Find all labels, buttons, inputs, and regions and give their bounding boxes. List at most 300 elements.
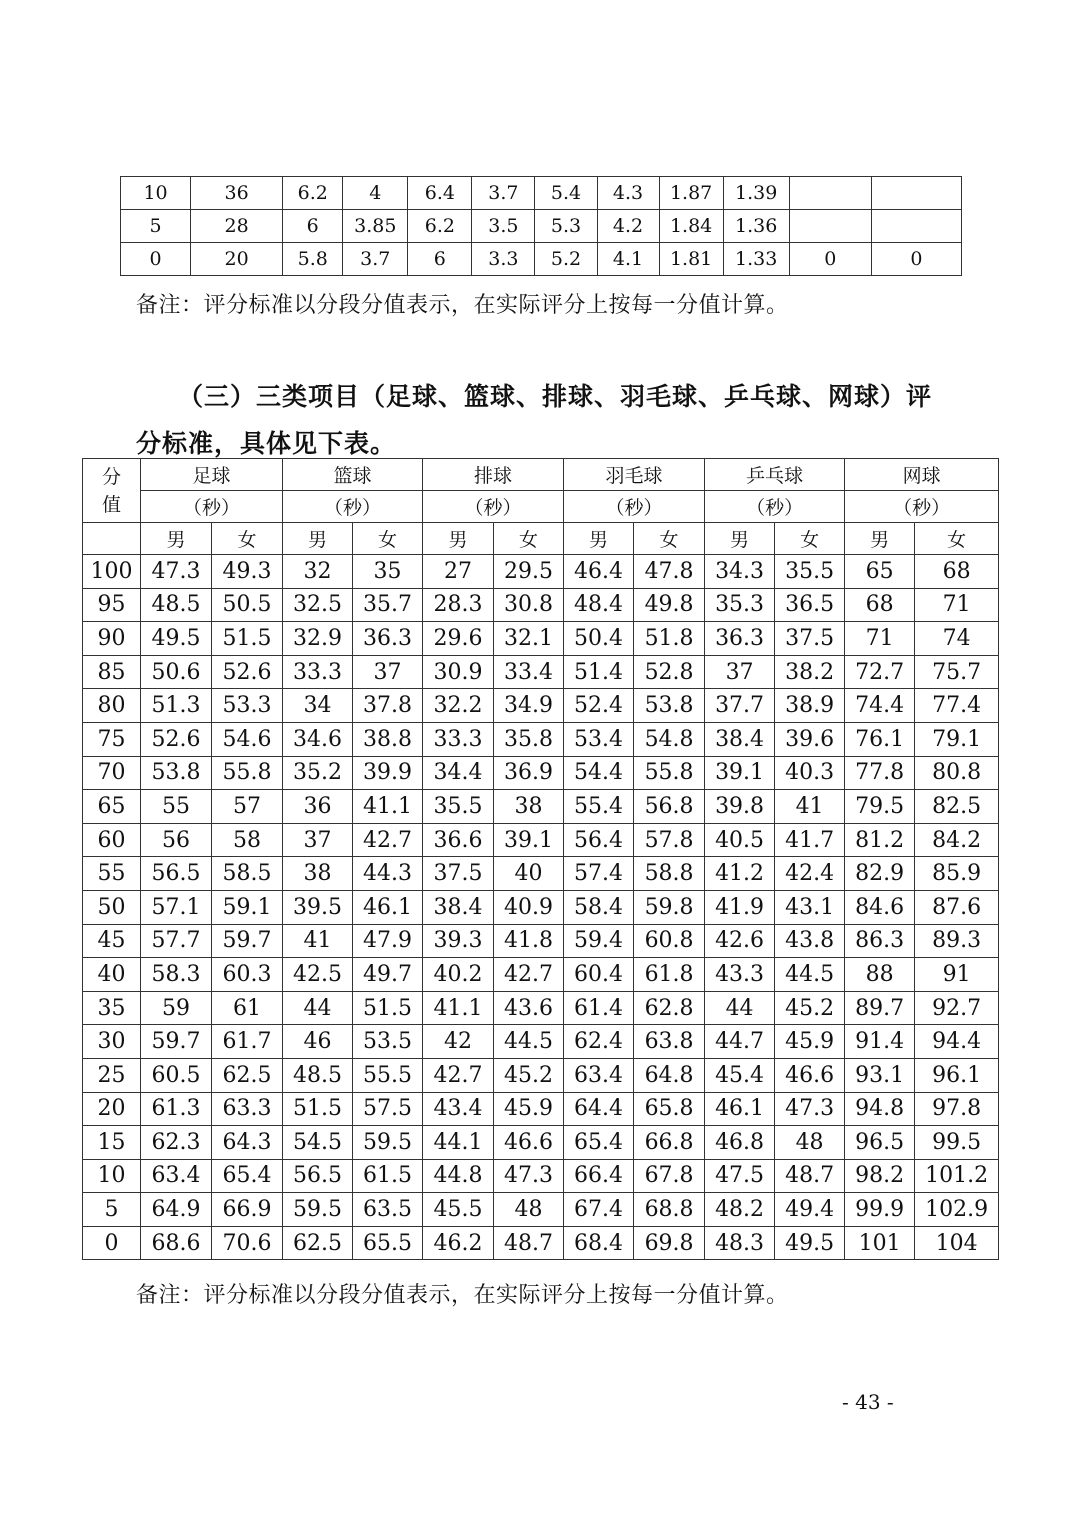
time-cell: 51.5 — [353, 991, 423, 1025]
time-cell: 42.4 — [775, 857, 845, 891]
time-cell: 59.8 — [634, 890, 705, 924]
time-cell: 84.6 — [845, 890, 915, 924]
time-cell: 44 — [283, 991, 353, 1025]
time-cell: 32.2 — [423, 689, 494, 723]
score-cell: 15 — [83, 1126, 141, 1160]
score-cell: 0 — [83, 1226, 141, 1260]
unit-header: （秒） — [141, 491, 283, 523]
time-cell: 48.7 — [494, 1226, 564, 1260]
time-cell: 92.7 — [915, 991, 999, 1025]
time-cell: 35.5 — [423, 790, 494, 824]
time-cell: 34.4 — [423, 756, 494, 790]
male-header: 男 — [283, 523, 353, 555]
time-cell: 53.4 — [564, 722, 634, 756]
continued-score-table — [120, 176, 962, 276]
table-row — [83, 790, 999, 824]
time-cell: 49.7 — [353, 958, 423, 992]
time-cell: 52.6 — [212, 655, 283, 689]
time-cell: 75.7 — [915, 655, 999, 689]
table-cell: 20 — [191, 243, 283, 276]
table-row — [83, 1193, 999, 1227]
time-cell: 47.3 — [494, 1159, 564, 1193]
time-cell: 42 — [423, 1025, 494, 1059]
sport-header: 篮球 — [283, 459, 423, 491]
time-cell: 59.7 — [212, 924, 283, 958]
time-cell: 48 — [494, 1193, 564, 1227]
table-cell: 6.4 — [408, 177, 472, 210]
time-cell: 57.7 — [141, 924, 212, 958]
male-header: 男 — [705, 523, 775, 555]
time-cell: 81.2 — [845, 823, 915, 857]
score-cell: 5 — [83, 1193, 141, 1227]
time-cell: 42.7 — [423, 1058, 494, 1092]
time-cell: 63.8 — [634, 1025, 705, 1059]
table-row — [83, 924, 999, 958]
time-cell: 45.2 — [494, 1058, 564, 1092]
table-row — [83, 689, 999, 723]
male-header: 男 — [423, 523, 494, 555]
time-cell: 80.8 — [915, 756, 999, 790]
time-cell: 34.9 — [494, 689, 564, 723]
time-cell: 53.8 — [141, 756, 212, 790]
time-cell: 38 — [494, 790, 564, 824]
time-cell: 55.8 — [212, 756, 283, 790]
table-cell — [871, 177, 961, 210]
score-cell: 95 — [83, 588, 141, 622]
time-cell: 49.8 — [634, 588, 705, 622]
time-cell: 96.1 — [915, 1058, 999, 1092]
female-header: 女 — [494, 523, 564, 555]
time-cell: 37.8 — [353, 689, 423, 723]
table-row — [83, 555, 999, 589]
female-header: 女 — [634, 523, 705, 555]
time-cell: 50.4 — [564, 622, 634, 656]
time-cell: 86.3 — [845, 924, 915, 958]
time-cell: 35.8 — [494, 722, 564, 756]
table-note: 备注：评分标准以分段分值表示，在实际评分上按每一分值计算。 — [136, 293, 789, 318]
time-cell: 62.8 — [634, 991, 705, 1025]
time-cell: 44.3 — [353, 857, 423, 891]
time-cell: 44.7 — [705, 1025, 775, 1059]
table-cell: 4 — [343, 177, 408, 210]
time-cell: 66.8 — [634, 1126, 705, 1160]
score-column-header-spacer — [83, 523, 141, 555]
time-cell: 61.3 — [141, 1092, 212, 1126]
time-cell: 36.5 — [775, 588, 845, 622]
time-cell: 36 — [283, 790, 353, 824]
time-cell: 41 — [775, 790, 845, 824]
table-row — [83, 655, 999, 689]
time-cell: 41.9 — [705, 890, 775, 924]
time-cell: 96.5 — [845, 1126, 915, 1160]
score-cell: 20 — [83, 1092, 141, 1126]
score-cell: 70 — [83, 756, 141, 790]
time-cell: 63.4 — [141, 1159, 212, 1193]
time-cell: 47.3 — [141, 555, 212, 589]
time-cell: 64.3 — [212, 1126, 283, 1160]
time-cell: 37.7 — [705, 689, 775, 723]
time-cell: 41.8 — [494, 924, 564, 958]
table-cell: 1.87 — [659, 177, 723, 210]
table-cell: 6 — [408, 243, 472, 276]
time-cell: 63.3 — [212, 1092, 283, 1126]
time-cell: 37.5 — [423, 857, 494, 891]
unit-header: （秒） — [564, 491, 705, 523]
time-cell: 48.2 — [705, 1193, 775, 1227]
time-cell: 79.1 — [915, 722, 999, 756]
table-cell — [871, 210, 961, 243]
male-header: 男 — [564, 523, 634, 555]
time-cell: 61.4 — [564, 991, 634, 1025]
time-cell: 38.8 — [353, 722, 423, 756]
time-cell: 38.4 — [423, 890, 494, 924]
time-cell: 37 — [353, 655, 423, 689]
time-cell: 82.5 — [915, 790, 999, 824]
time-cell: 36.9 — [494, 756, 564, 790]
score-column-header-text: 分 值 — [101, 465, 121, 516]
time-cell: 38.9 — [775, 689, 845, 723]
time-cell: 39.5 — [283, 890, 353, 924]
time-cell: 60.3 — [212, 958, 283, 992]
time-cell: 55.4 — [564, 790, 634, 824]
time-cell: 41.7 — [775, 823, 845, 857]
table-cell: 6.2 — [408, 210, 472, 243]
time-cell: 74.4 — [845, 689, 915, 723]
time-cell: 58.4 — [564, 890, 634, 924]
table-row — [83, 857, 999, 891]
time-cell: 39.3 — [423, 924, 494, 958]
table-cell: 0 — [789, 243, 871, 276]
time-cell: 40 — [494, 857, 564, 891]
table-row — [83, 1159, 999, 1193]
time-cell: 39.6 — [775, 722, 845, 756]
time-cell: 72.7 — [845, 655, 915, 689]
time-cell: 45.9 — [775, 1025, 845, 1059]
table-cell: 5.2 — [535, 243, 597, 276]
time-cell: 48 — [775, 1126, 845, 1160]
time-cell: 43.1 — [775, 890, 845, 924]
time-cell: 62.5 — [283, 1226, 353, 1260]
time-cell: 44 — [705, 991, 775, 1025]
score-cell: 30 — [83, 1025, 141, 1059]
table-cell: 4.2 — [597, 210, 659, 243]
table-cell: 1.84 — [659, 210, 723, 243]
table-cell — [789, 210, 871, 243]
table-cell: 0 — [871, 243, 961, 276]
table-row — [83, 823, 999, 857]
sport-header: 排球 — [423, 459, 564, 491]
time-cell: 49.4 — [775, 1193, 845, 1227]
time-cell: 65.4 — [212, 1159, 283, 1193]
time-cell: 53.3 — [212, 689, 283, 723]
continued-score-table-body — [121, 177, 962, 276]
time-cell: 59.5 — [283, 1193, 353, 1227]
unit-header: （秒） — [283, 491, 423, 523]
time-cell: 84.2 — [915, 823, 999, 857]
time-cell: 61 — [212, 991, 283, 1025]
time-cell: 52.8 — [634, 655, 705, 689]
time-cell: 55 — [141, 790, 212, 824]
time-cell: 99.9 — [845, 1193, 915, 1227]
time-cell: 89.3 — [915, 924, 999, 958]
time-cell: 41.2 — [705, 857, 775, 891]
time-cell: 62.3 — [141, 1126, 212, 1160]
table-cell: 6 — [283, 210, 343, 243]
time-cell: 79.5 — [845, 790, 915, 824]
time-cell: 61.7 — [212, 1025, 283, 1059]
time-cell: 48.4 — [564, 588, 634, 622]
table-cell: 28 — [191, 210, 283, 243]
time-cell: 45.5 — [423, 1193, 494, 1227]
time-cell: 57.4 — [564, 857, 634, 891]
time-cell: 28.3 — [423, 588, 494, 622]
time-cell: 94.4 — [915, 1025, 999, 1059]
time-cell: 64.8 — [634, 1058, 705, 1092]
time-cell: 62.4 — [564, 1025, 634, 1059]
time-cell: 34 — [283, 689, 353, 723]
table-row — [83, 958, 999, 992]
time-cell: 71 — [845, 622, 915, 656]
time-cell: 47.5 — [705, 1159, 775, 1193]
score-cell: 55 — [83, 857, 141, 891]
time-cell: 85.9 — [915, 857, 999, 891]
time-cell: 91 — [915, 958, 999, 992]
time-cell: 44.5 — [494, 1025, 564, 1059]
unit-header: （秒） — [845, 491, 999, 523]
table-cell: 6.2 — [283, 177, 343, 210]
time-cell: 68.8 — [634, 1193, 705, 1227]
time-cell: 33.4 — [494, 655, 564, 689]
time-cell: 76.1 — [845, 722, 915, 756]
time-cell: 88 — [845, 958, 915, 992]
time-cell: 38.2 — [775, 655, 845, 689]
time-cell: 94.8 — [845, 1092, 915, 1126]
male-header: 男 — [845, 523, 915, 555]
time-cell: 57.8 — [634, 823, 705, 857]
score-cell: 100 — [83, 555, 141, 589]
score-cell: 80 — [83, 689, 141, 723]
table-row — [83, 756, 999, 790]
time-cell: 41 — [283, 924, 353, 958]
time-cell: 35.2 — [283, 756, 353, 790]
time-cell: 58.3 — [141, 958, 212, 992]
table-cell: 4.1 — [597, 243, 659, 276]
time-cell: 101.2 — [915, 1159, 999, 1193]
time-cell: 51.3 — [141, 689, 212, 723]
female-header: 女 — [353, 523, 423, 555]
time-cell: 32 — [283, 555, 353, 589]
time-cell: 52.4 — [564, 689, 634, 723]
table-cell: 1.36 — [723, 210, 789, 243]
time-cell: 39.8 — [705, 790, 775, 824]
time-cell: 43.8 — [775, 924, 845, 958]
table-cell: 3.3 — [472, 243, 535, 276]
table-row — [83, 1226, 999, 1260]
time-cell: 43.3 — [705, 958, 775, 992]
time-cell: 38.4 — [705, 722, 775, 756]
time-cell: 51.5 — [283, 1092, 353, 1126]
time-cell: 51.8 — [634, 622, 705, 656]
time-cell: 66.4 — [564, 1159, 634, 1193]
time-cell: 39.1 — [705, 756, 775, 790]
time-cell: 40.5 — [705, 823, 775, 857]
time-cell: 36.3 — [705, 622, 775, 656]
time-cell: 33.3 — [283, 655, 353, 689]
time-cell: 47.8 — [634, 555, 705, 589]
table-body — [83, 555, 999, 1260]
time-cell: 30.8 — [494, 588, 564, 622]
time-cell: 35.7 — [353, 588, 423, 622]
time-cell: 39.9 — [353, 756, 423, 790]
time-cell: 65.5 — [353, 1226, 423, 1260]
time-cell: 38 — [283, 857, 353, 891]
time-cell: 50.6 — [141, 655, 212, 689]
time-cell: 32.1 — [494, 622, 564, 656]
time-cell: 34.3 — [705, 555, 775, 589]
sport-header: 乒乓球 — [705, 459, 845, 491]
time-cell: 43.6 — [494, 991, 564, 1025]
unit-header: （秒） — [423, 491, 564, 523]
time-cell: 44.1 — [423, 1126, 494, 1160]
time-cell: 55.5 — [353, 1058, 423, 1092]
time-cell: 39.1 — [494, 823, 564, 857]
time-cell: 58.5 — [212, 857, 283, 891]
table-cell: 36 — [191, 177, 283, 210]
time-cell: 77.8 — [845, 756, 915, 790]
table-cell: 1.39 — [723, 177, 789, 210]
time-cell: 57.1 — [141, 890, 212, 924]
table-row — [121, 210, 962, 243]
time-cell: 68.4 — [564, 1226, 634, 1260]
time-cell: 58.8 — [634, 857, 705, 891]
table-row — [121, 243, 962, 276]
time-cell: 45.4 — [705, 1058, 775, 1092]
time-cell: 46.8 — [705, 1126, 775, 1160]
time-cell: 54.4 — [564, 756, 634, 790]
time-cell: 51.4 — [564, 655, 634, 689]
table-row — [83, 991, 999, 1025]
table-row — [83, 588, 999, 622]
time-cell: 29.5 — [494, 555, 564, 589]
female-header: 女 — [775, 523, 845, 555]
ball-sports-score-table — [82, 458, 999, 1260]
time-cell: 46.2 — [423, 1226, 494, 1260]
time-cell: 91.4 — [845, 1025, 915, 1059]
time-cell: 104 — [915, 1226, 999, 1260]
time-cell: 69.8 — [634, 1226, 705, 1260]
time-cell: 59.7 — [141, 1025, 212, 1059]
unit-header: （秒） — [705, 491, 845, 523]
time-cell: 67.4 — [564, 1193, 634, 1227]
score-cell: 85 — [83, 655, 141, 689]
male-header: 男 — [141, 523, 212, 555]
table-note-bottom: 备注：评分标准以分段分值表示，在实际评分上按每一分值计算。 — [136, 1283, 789, 1308]
page-number: - 43 - — [842, 1390, 894, 1414]
table-row — [83, 1058, 999, 1092]
time-cell: 54.6 — [212, 722, 283, 756]
time-cell: 34.6 — [283, 722, 353, 756]
time-cell: 82.9 — [845, 857, 915, 891]
time-cell: 68 — [845, 588, 915, 622]
sport-header: 足球 — [141, 459, 283, 491]
time-cell: 56.4 — [564, 823, 634, 857]
time-cell: 30.9 — [423, 655, 494, 689]
time-cell: 57.5 — [353, 1092, 423, 1126]
time-cell: 35.5 — [775, 555, 845, 589]
time-cell: 46.6 — [775, 1058, 845, 1092]
score-cell: 25 — [83, 1058, 141, 1092]
time-cell: 77.4 — [915, 689, 999, 723]
time-cell: 61.8 — [634, 958, 705, 992]
score-cell: 60 — [83, 823, 141, 857]
time-cell: 46.1 — [353, 890, 423, 924]
time-cell: 56.5 — [283, 1159, 353, 1193]
time-cell: 46.4 — [564, 555, 634, 589]
time-cell: 48.3 — [705, 1226, 775, 1260]
time-cell: 47.9 — [353, 924, 423, 958]
time-cell: 74 — [915, 622, 999, 656]
time-cell: 45.2 — [775, 991, 845, 1025]
time-cell: 27 — [423, 555, 494, 589]
table-cell: 3.5 — [472, 210, 535, 243]
time-cell: 101 — [845, 1226, 915, 1260]
time-cell: 68.6 — [141, 1226, 212, 1260]
table-cell: 3.7 — [343, 243, 408, 276]
time-cell: 42.5 — [283, 958, 353, 992]
time-cell: 40.3 — [775, 756, 845, 790]
time-cell: 63.4 — [564, 1058, 634, 1092]
time-cell: 59.4 — [564, 924, 634, 958]
time-cell: 71 — [915, 588, 999, 622]
table-header — [83, 459, 999, 555]
time-cell: 41.1 — [353, 790, 423, 824]
time-cell: 52.6 — [141, 722, 212, 756]
section-heading-line-1: （三）三类项目（足球、篮球、排球、羽毛球、乒乓球、网球）评 — [178, 382, 933, 411]
time-cell: 48.5 — [141, 588, 212, 622]
time-cell: 44.8 — [423, 1159, 494, 1193]
time-cell: 49.5 — [775, 1226, 845, 1260]
table-cell — [789, 177, 871, 210]
score-cell: 50 — [83, 890, 141, 924]
score-cell: 10 — [83, 1159, 141, 1193]
time-cell: 32.5 — [283, 588, 353, 622]
time-cell: 42.7 — [353, 823, 423, 857]
time-cell: 65.8 — [634, 1092, 705, 1126]
time-cell: 58 — [212, 823, 283, 857]
female-header: 女 — [915, 523, 999, 555]
time-cell: 42.7 — [494, 958, 564, 992]
time-cell: 102.9 — [915, 1193, 999, 1227]
time-cell: 99.5 — [915, 1126, 999, 1160]
score-cell: 35 — [83, 991, 141, 1025]
time-cell: 98.2 — [845, 1159, 915, 1193]
time-cell: 57 — [212, 790, 283, 824]
table-cell: 3.85 — [343, 210, 408, 243]
score-cell: 65 — [83, 790, 141, 824]
time-cell: 56.5 — [141, 857, 212, 891]
table-cell: 0 — [121, 243, 191, 276]
table-cell: 5.4 — [535, 177, 597, 210]
time-cell: 55.8 — [634, 756, 705, 790]
time-cell: 48.7 — [775, 1159, 845, 1193]
time-cell: 53.5 — [353, 1025, 423, 1059]
time-cell: 37 — [283, 823, 353, 857]
time-cell: 97.8 — [915, 1092, 999, 1126]
time-cell: 89.7 — [845, 991, 915, 1025]
table-cell: 5.8 — [283, 243, 343, 276]
time-cell: 45.9 — [494, 1092, 564, 1126]
time-cell: 40.9 — [494, 890, 564, 924]
